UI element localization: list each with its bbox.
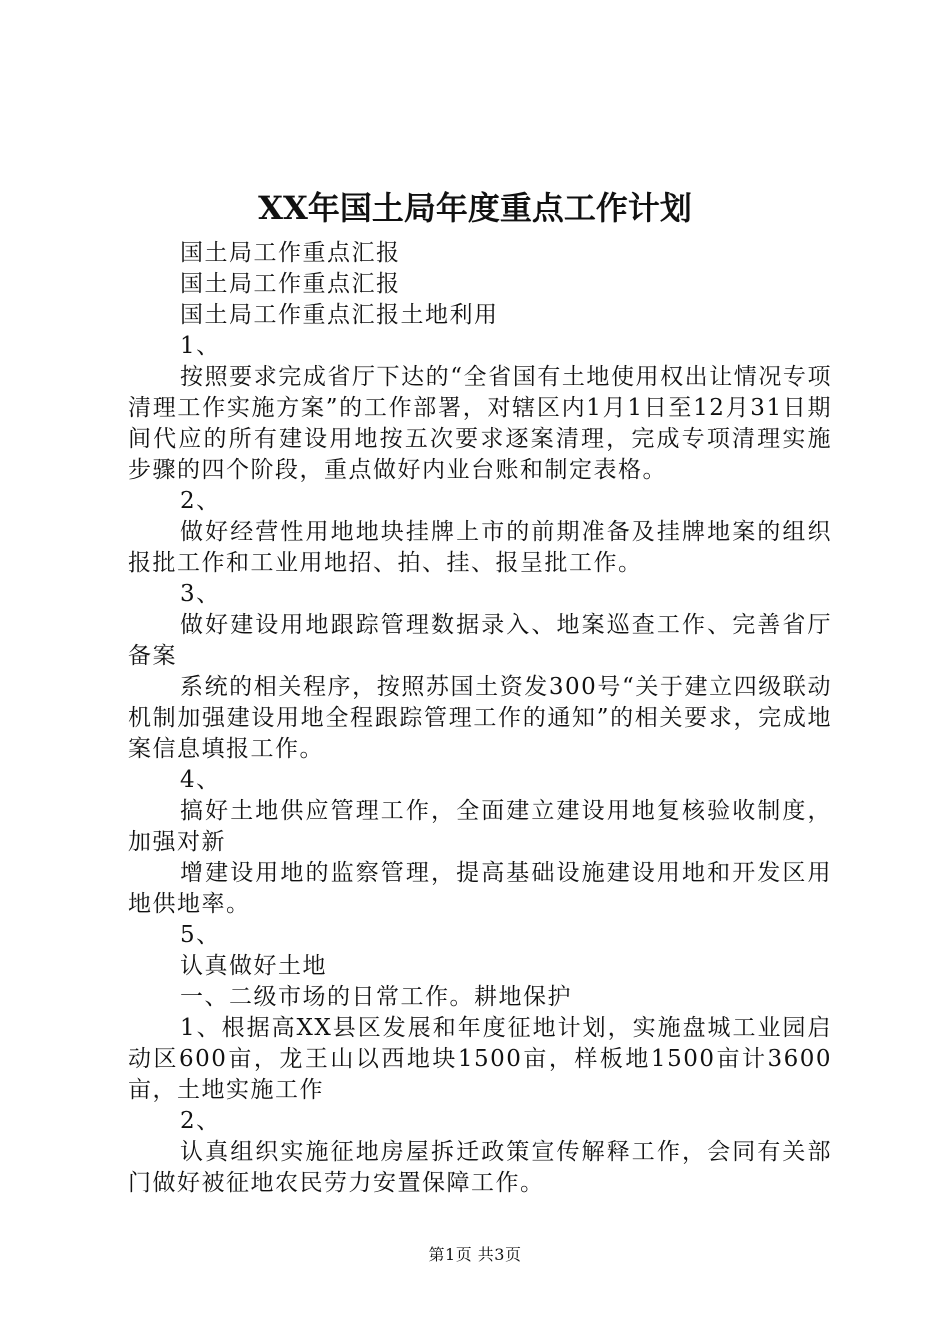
paragraph: 按照要求完成省厅下达的“全省国有土地使用权出让情况专项清理工作实施方案”的工作部署，对辖区内1月1日至12月31日期间代应的所有建设用地按五次要求逐案清理，完成专项清理实施步骤的四个阶段，重点做好内业台账和制定表格。 xyxy=(128,364,832,483)
paragraph: 4、 xyxy=(180,767,221,793)
paragraph: 一、二级市场的日常工作。耕地保护 xyxy=(180,984,572,1010)
paragraph: 认真组织实施征地房屋拆迁政策宣传解释工作，会同有关部门做好被征地农民劳力安置保障工作。 xyxy=(128,1139,832,1196)
paragraph: 搞好土地供应管理工作，全面建立建设用地复核验收制度，加强对新 xyxy=(128,798,832,855)
paragraph: 1、 xyxy=(180,333,221,359)
paragraph: 2、 xyxy=(180,1108,221,1134)
paragraph: 国土局工作重点汇报 xyxy=(180,271,401,297)
paragraph: 做好建设用地跟踪管理数据录入、地案巡查工作、完善省厅备案 xyxy=(128,612,832,669)
paragraph: 3、 xyxy=(180,581,221,607)
paragraph: 系统的相关程序，按照苏国土资发300号“关于建立四级联动机制加强建设用地全程跟踪管理工作的通知”的相关要求，完成地案信息填报工作。 xyxy=(128,674,832,762)
paragraph: 做好经营性用地地块挂牌上市的前期准备及挂牌地案的组织报批工作和工业用地招、拍、挂、报呈批工作。 xyxy=(128,519,832,576)
paragraph: 2、 xyxy=(180,488,221,514)
page-footer: 第1页 共3页 xyxy=(428,1245,522,1264)
document-title: XX年国土局年度重点工作计划 xyxy=(258,189,692,227)
paragraph: 国土局工作重点汇报土地利用 xyxy=(180,302,499,328)
paragraph: 5、 xyxy=(180,922,221,948)
paragraph: 认真做好土地 xyxy=(180,953,327,979)
paragraph: 1、根据高XX县区发展和年度征地计划，实施盘城工业园启动区600亩，龙王山以西地块1500亩，样板地1500亩计3600亩，土地实施工作 xyxy=(128,1015,832,1103)
paragraph: 国土局工作重点汇报 xyxy=(180,240,401,266)
paragraph: 增建设用地的监察管理，提高基础设施建设用地和开发区用地供地率。 xyxy=(128,860,832,917)
document-body xyxy=(128,238,832,1199)
